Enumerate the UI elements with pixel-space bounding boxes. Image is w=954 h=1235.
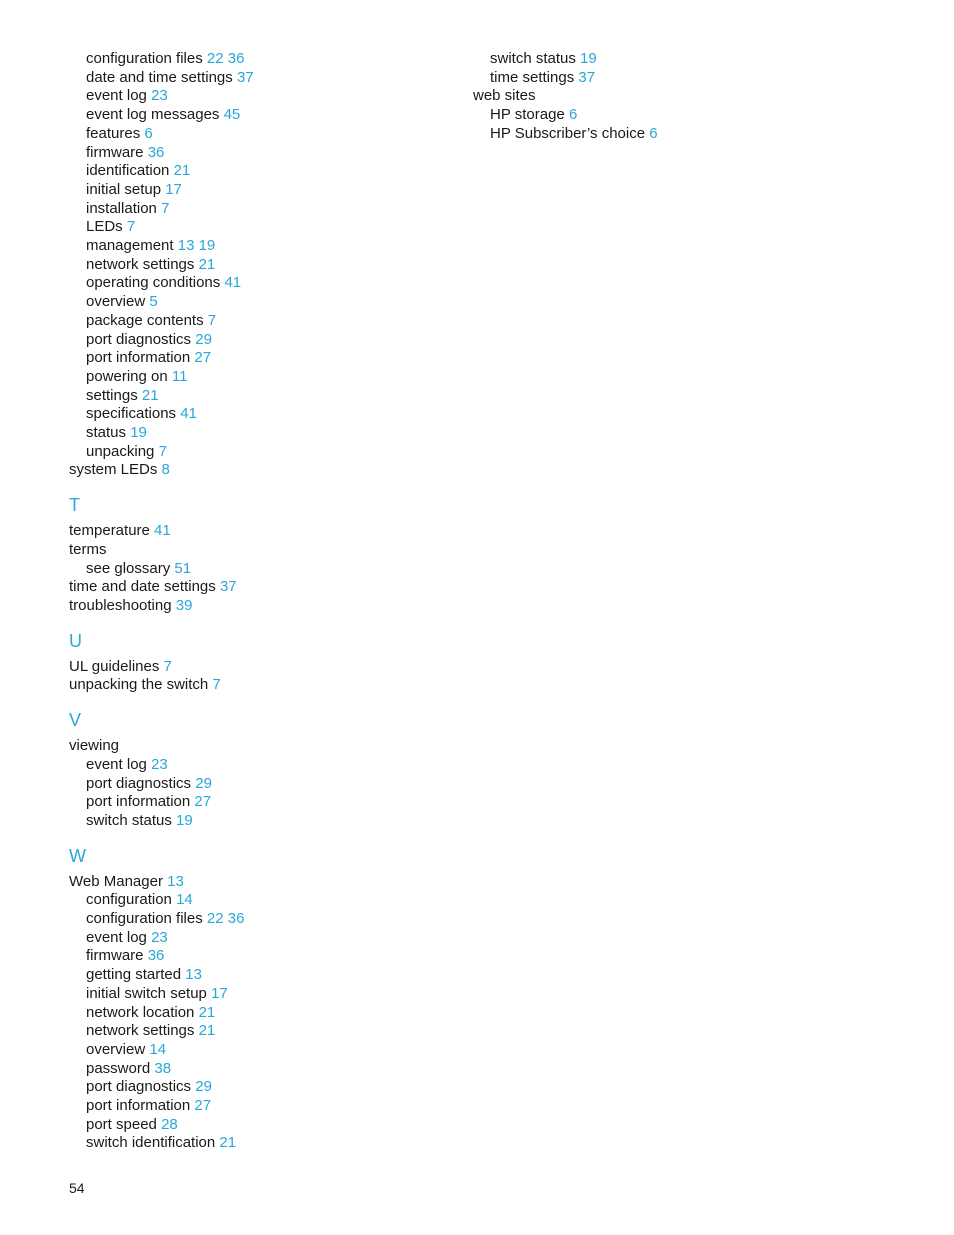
entry-term: package contents <box>86 311 204 329</box>
page-link[interactable]: 37 <box>219 578 237 596</box>
index-entry <box>69 522 449 541</box>
page-link[interactable]: 27 <box>194 1097 212 1115</box>
entry-term: switch identification <box>86 1134 216 1152</box>
page-link[interactable]: 7 <box>212 676 221 694</box>
entry-term: Web Manager <box>69 872 163 890</box>
index-subentry <box>69 1097 449 1116</box>
page-link[interactable]: 13 <box>167 872 184 890</box>
entry-term: powering on <box>86 367 168 385</box>
index-entry <box>69 737 449 756</box>
entry-term: network settings <box>86 1022 195 1040</box>
page-link[interactable]: 21 <box>219 1134 237 1152</box>
page-link[interactable]: 41 <box>180 405 197 423</box>
index-subentry <box>69 256 449 275</box>
page-link[interactable]: 7 <box>126 218 136 236</box>
index-subentry <box>69 929 449 948</box>
entry-term: installation <box>86 199 157 217</box>
index-subentry <box>473 69 853 88</box>
entry-term: see glossary <box>86 559 171 577</box>
index-subentry <box>69 947 449 966</box>
page-link[interactable]: 23 <box>151 928 168 946</box>
page-link[interactable]: 39 <box>175 596 193 614</box>
entry-term: status <box>86 424 127 442</box>
index-subentry <box>473 106 853 125</box>
page-link[interactable]: 17 <box>211 984 228 1002</box>
page-link[interactable]: 5 <box>149 293 158 311</box>
index-subentry <box>69 50 449 69</box>
index-subentry <box>69 891 449 910</box>
entry-term: event log messages <box>86 106 220 124</box>
entry-term: port information <box>86 793 191 811</box>
page-link[interactable]: 21 <box>141 386 159 404</box>
entry-term: viewing <box>69 737 120 755</box>
index-subentry <box>473 50 853 69</box>
index-subentry <box>69 910 449 929</box>
page-link[interactable]: 37 <box>578 68 596 86</box>
entry-term: event log <box>86 755 147 773</box>
entry-term: time settings <box>490 68 575 86</box>
page-link[interactable]: 29 <box>195 330 212 348</box>
entry-term: unpacking <box>86 442 155 460</box>
page-link[interactable]: 6 <box>649 124 658 142</box>
entry-term: network settings <box>86 255 195 273</box>
page-link[interactable]: 19 <box>580 50 597 67</box>
index-entry <box>69 658 449 677</box>
entry-term: HP storage <box>490 106 565 124</box>
index-subentry <box>69 756 449 775</box>
entry-term: event log <box>86 87 147 105</box>
index-subentry <box>69 966 449 985</box>
entry-term: port diagnostics <box>86 330 192 348</box>
index-subentry <box>69 218 449 237</box>
page-link[interactable]: 19 <box>198 237 216 255</box>
index-subentry <box>69 181 449 200</box>
index-entry <box>473 87 853 106</box>
entry-term: temperature <box>69 522 150 540</box>
entry-term: identification <box>86 162 170 180</box>
page-link[interactable]: 7 <box>161 199 170 217</box>
index-subentry <box>69 368 449 387</box>
index-entry <box>69 541 449 560</box>
index-column-right <box>473 50 853 144</box>
entry-term: port information <box>86 349 191 367</box>
page-link[interactable]: 29 <box>195 774 212 792</box>
entry-term: network location <box>86 1003 195 1021</box>
index-subentry <box>69 1060 449 1079</box>
index-subentry <box>69 1134 449 1153</box>
entry-term: management <box>86 237 174 255</box>
index-subentry <box>69 331 449 350</box>
entry-term: event log <box>86 928 147 946</box>
index-entry <box>69 597 449 616</box>
page-link[interactable]: 17 <box>165 180 182 198</box>
page-link[interactable]: 41 <box>154 522 171 540</box>
index-subentry <box>69 443 449 462</box>
entry-term: switch status <box>490 50 576 67</box>
index-subentry <box>69 793 449 812</box>
entry-term: firmware <box>86 947 144 965</box>
page-link[interactable]: 45 <box>223 106 241 124</box>
entry-term: overview <box>86 1040 146 1058</box>
index-subentry <box>69 87 449 106</box>
page-link[interactable]: 19 <box>176 811 193 829</box>
entry-term: switch status <box>86 811 172 829</box>
index-subentry <box>69 560 449 579</box>
index-entry <box>69 461 449 480</box>
index-subentry <box>69 200 449 219</box>
index-subentry <box>69 144 449 163</box>
entry-term: overview <box>86 293 146 311</box>
index-subentry <box>69 812 449 831</box>
entry-term: UL guidelines <box>69 657 160 675</box>
index-subentry <box>473 125 853 144</box>
entry-term: initial switch setup <box>86 984 207 1002</box>
index-subentry <box>69 775 449 794</box>
index-subentry <box>69 106 449 125</box>
entry-term: operating conditions <box>86 274 221 292</box>
index-subentry <box>69 405 449 424</box>
page-link[interactable]: 21 <box>198 255 216 273</box>
page-link[interactable]: 8 <box>161 461 170 479</box>
page-link[interactable]: 27 <box>194 793 212 811</box>
index-subentry <box>69 424 449 443</box>
entry-term: system LEDs <box>69 461 158 479</box>
entry-term: port information <box>86 1097 191 1115</box>
entry-term: features <box>86 124 141 142</box>
page-link[interactable]: 14 <box>149 1040 167 1058</box>
page-link[interactable]: 13 <box>177 237 195 255</box>
index-subentry <box>69 1004 449 1023</box>
entry-term: configuration files <box>86 50 203 67</box>
entry-term: date and time settings <box>86 68 233 86</box>
index-letter-heading: U <box>69 630 82 651</box>
index-letter-heading: V <box>69 710 82 731</box>
page-number: 54 <box>69 1180 85 1196</box>
page-link[interactable]: 38 <box>154 1059 172 1077</box>
index-column-left <box>69 50 449 1153</box>
entry-term: port speed <box>86 1115 157 1133</box>
page-link[interactable]: 36 <box>147 143 165 161</box>
entry-term: specifications <box>86 405 177 423</box>
page-link[interactable]: 51 <box>174 559 192 577</box>
index-subentry <box>69 237 449 256</box>
page-link[interactable]: 36 <box>147 947 165 965</box>
entry-term: troubleshooting <box>69 596 172 614</box>
page-link[interactable]: 19 <box>130 424 147 442</box>
page-link[interactable]: 22 <box>206 910 224 928</box>
entry-term: configuration <box>86 891 172 909</box>
page-link[interactable]: 7 <box>158 442 167 460</box>
page-link[interactable]: 6 <box>144 124 153 142</box>
index-subentry <box>69 312 449 331</box>
entry-term: settings <box>86 386 138 404</box>
page-link[interactable]: 7 <box>163 657 172 675</box>
index-subentry <box>69 1116 449 1135</box>
page-link[interactable]: 21 <box>198 1022 216 1040</box>
entry-term: configuration files <box>86 910 203 928</box>
index-entry <box>69 578 449 597</box>
page-link[interactable]: 41 <box>224 274 242 292</box>
entry-term: firmware <box>86 143 144 161</box>
entry-term: getting started <box>86 966 182 984</box>
index-letter-heading: W <box>69 845 86 866</box>
index-letter-heading: T <box>69 495 80 516</box>
index-subentry <box>69 1041 449 1060</box>
page-link[interactable]: 23 <box>151 755 168 773</box>
page-link[interactable]: 21 <box>173 162 191 180</box>
index-entry <box>69 676 449 695</box>
index-subentry <box>69 349 449 368</box>
index-subentry <box>69 293 449 312</box>
index-subentry <box>69 274 449 293</box>
index-subentry <box>69 985 449 1004</box>
entry-term: password <box>86 1059 151 1077</box>
entry-term: port diagnostics <box>86 1078 192 1096</box>
index-subentry <box>69 1022 449 1041</box>
page-link[interactable]: 29 <box>195 1078 212 1096</box>
page-link[interactable]: 7 <box>207 311 217 329</box>
index-entry <box>69 873 449 892</box>
page-link[interactable]: 6 <box>568 106 578 124</box>
entry-term: web sites <box>473 87 536 105</box>
index-subentry <box>69 69 449 88</box>
index-subentry <box>69 162 449 181</box>
entry-term: initial setup <box>86 180 162 198</box>
page-link[interactable]: 37 <box>236 68 254 86</box>
entry-term: port diagnostics <box>86 774 192 792</box>
page-link[interactable]: 21 <box>198 1003 216 1021</box>
entry-term: HP Subscriber’s choice <box>490 124 646 142</box>
page-link[interactable]: 11 <box>171 367 188 385</box>
page-link[interactable]: 22 <box>206 50 224 67</box>
entry-term: LEDs <box>86 218 123 236</box>
page-link[interactable]: 23 <box>151 87 168 105</box>
page-link[interactable]: 13 <box>185 966 202 984</box>
page-link[interactable]: 28 <box>161 1115 178 1133</box>
page-link[interactable]: 36 <box>227 910 245 928</box>
index-subentry <box>69 125 449 144</box>
page-link[interactable]: 36 <box>227 50 245 67</box>
index-subentry <box>69 387 449 406</box>
page-link[interactable]: 27 <box>194 349 212 367</box>
index-subentry <box>69 1078 449 1097</box>
entry-term: time and date settings <box>69 578 216 596</box>
entry-term: unpacking the switch <box>69 676 209 694</box>
page-link[interactable]: 14 <box>176 891 193 909</box>
entry-term: terms <box>69 540 107 558</box>
